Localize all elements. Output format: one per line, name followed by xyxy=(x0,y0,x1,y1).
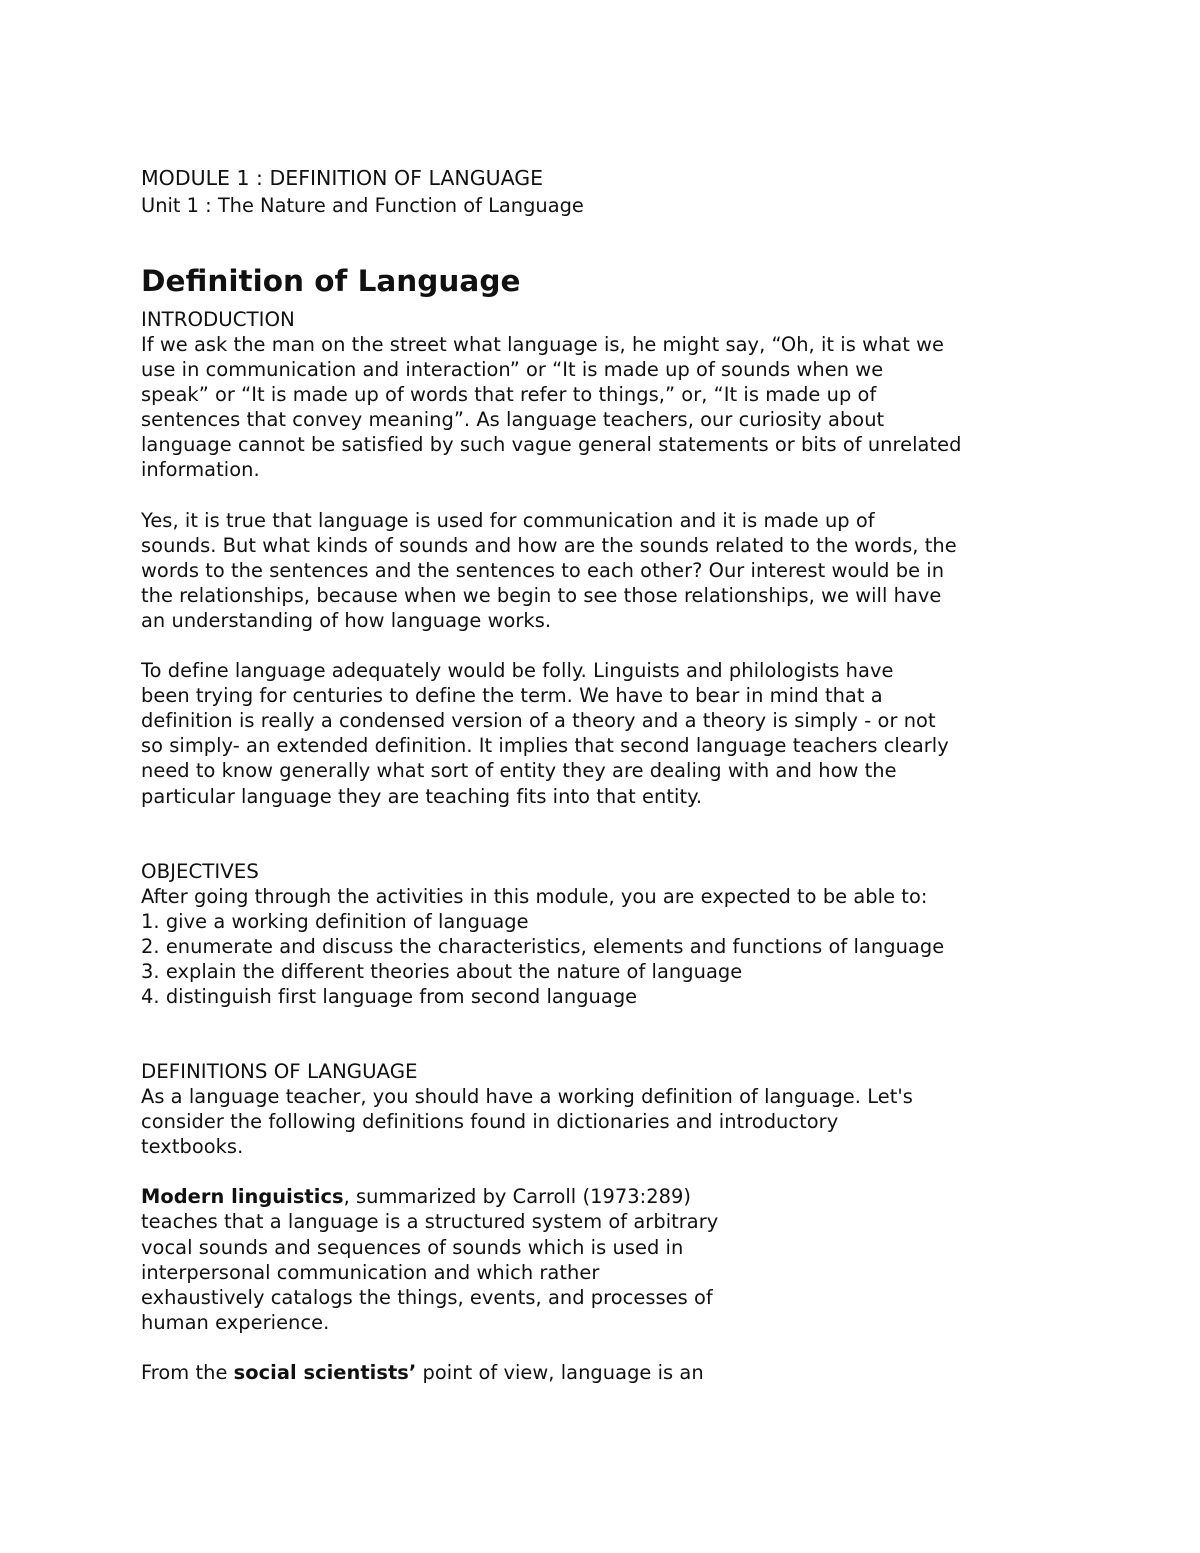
unit-title: Unit 1 : The Nature and Function of Language xyxy=(141,194,584,217)
text-line: As a language teacher, you should have a working definition of language. Let's xyxy=(141,1085,913,1109)
text-line: the relationships, because when we begin to see those relationships, we will have xyxy=(141,583,942,607)
text-line: teaches that a language is a structured system of arbitrary xyxy=(141,1210,719,1234)
text-line: interpersonal communication and which rather xyxy=(141,1260,600,1284)
text-line: use in communication and interaction” or “It is made up of sounds when we xyxy=(141,358,884,382)
introduction-paragraph-2 xyxy=(141,508,1071,633)
text-line: need to know generally what sort of entity they are dealing with and how the xyxy=(141,759,897,783)
text-line xyxy=(141,1184,1071,1209)
modern-linguistics-term: Modern linguistics xyxy=(141,1185,344,1209)
social-suffix: point of view, language is an xyxy=(416,1360,704,1384)
text-line: so simply- an extended definition. It implies that second language teachers clearly xyxy=(141,734,949,758)
objectives-intro: After going through the activities in this module, you are expected to be able to: xyxy=(141,884,928,908)
text-line: If we ask the man on the street what language is, he might say, “Oh, it is what we xyxy=(141,333,945,356)
introduction-section xyxy=(141,307,1071,809)
text-line: particular language they are teaching fits into that entity. xyxy=(141,784,703,808)
definitions-section xyxy=(141,1059,1071,1385)
modern-linguistics-citation: , summarized by Carroll (1973:289) xyxy=(343,1185,691,1209)
document-page xyxy=(141,163,1071,1385)
list-item: 4. distinguish first language from second language xyxy=(141,984,638,1008)
text-line: speak” or “It is made up of words that refer to things,” or, “It is made up of xyxy=(141,383,877,407)
list-item: 3. explain the different theories about the nature of language xyxy=(141,959,743,983)
text-line: definition is really a condensed version of a theory and a theory is simply - or not xyxy=(141,709,936,733)
text-line: Yes, it is true that language is used for communication and it is made up of xyxy=(141,508,875,532)
definitions-paragraph-1 xyxy=(141,1084,1071,1159)
text-line: textbooks. xyxy=(141,1135,244,1159)
text-line: human experience. xyxy=(141,1310,330,1334)
objectives-heading: OBJECTIVES xyxy=(141,859,259,883)
social-scientists-term: social scientists’ xyxy=(233,1360,417,1384)
social-prefix: From the xyxy=(141,1360,234,1384)
list-item: 1. give a working definition of language xyxy=(141,909,529,933)
text-line xyxy=(141,1360,1071,1385)
text-line: consider the following definitions found in dictionaries and introductory xyxy=(141,1110,839,1134)
introduction-paragraph-1 xyxy=(141,332,1071,483)
modern-linguistics-paragraph xyxy=(141,1184,1071,1335)
text-line: information. xyxy=(141,458,260,482)
text-line: words to the sentences and the sentences to each other? Our interest would be in xyxy=(141,558,945,582)
text-line: sounds. But what kinds of sounds and how are the sounds related to the words, the xyxy=(141,533,957,557)
module-title: MODULE 1 : DEFINITION OF LANGUAGE xyxy=(141,166,544,190)
text-line: an understanding of how language works. xyxy=(141,608,552,632)
objectives-list xyxy=(141,909,1071,1009)
list-item: 2. enumerate and discuss the characteristics, elements and functions of language xyxy=(141,934,945,958)
introduction-heading: INTRODUCTION xyxy=(141,308,295,331)
text-line: exhaustively catalogs the things, events, and processes of xyxy=(141,1285,713,1309)
definitions-heading: DEFINITIONS OF LANGUAGE xyxy=(141,1060,418,1084)
objectives-section xyxy=(141,859,1071,1009)
text-line: sentences that convey meaning”. As language teachers, our curiosity about xyxy=(141,408,885,432)
page-title: Definition of Language xyxy=(141,264,521,298)
text-line: vocal sounds and sequences of sounds which is used in xyxy=(141,1235,684,1259)
text-line: To define language adequately would be folly. Linguists and philologists have xyxy=(141,659,894,683)
social-scientists-paragraph xyxy=(141,1360,1071,1385)
text-line: been trying for centuries to define the term. We have to bear in mind that a xyxy=(141,684,883,708)
introduction-paragraph-3 xyxy=(141,658,1071,809)
text-line: language cannot be satisfied by such vague general statements or bits of unrelated xyxy=(141,433,962,457)
